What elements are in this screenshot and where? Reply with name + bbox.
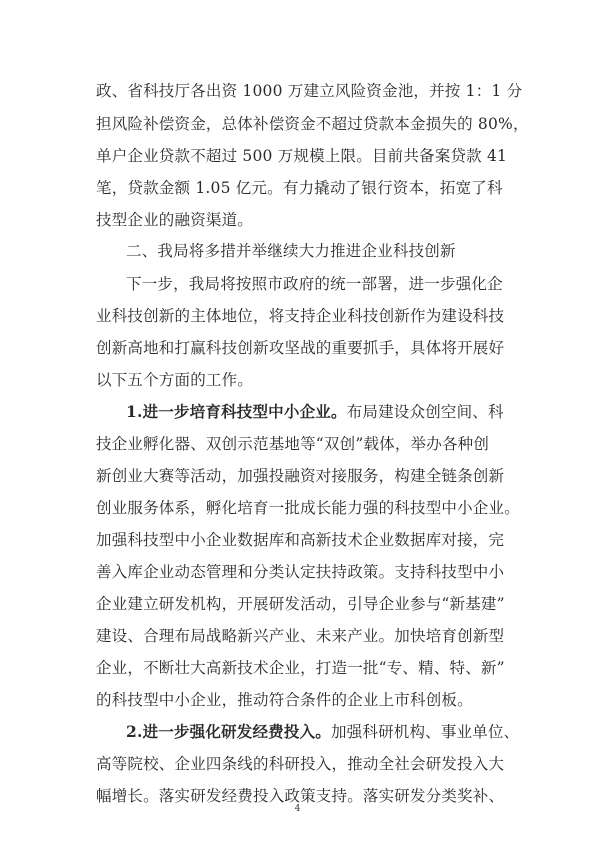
body-line: 创业服务体系，孵化培育一批成长能力强的科技型中小企业。 <box>96 499 520 517</box>
body-line: 单户企业贷款不超过 500 万规模上限。目前共备案贷款 41 <box>96 147 508 165</box>
body-line: 技企业孵化器、双创示范基地等“双创”载体，举办各种创 <box>96 435 490 453</box>
body-line: 担风险补偿资金，总体补偿资金不超过贷款本金损失的 80%， <box>96 115 529 133</box>
body-line: 下一步，我局将按照市政府的统一部署，进一步强化企 <box>126 275 503 293</box>
body-line: 善入库企业动态管理和分类认定扶持政策。支持科技型中小 <box>96 563 505 581</box>
body-line: 幅增长。落实研发经费投入政策支持。落实研发分类奖补、 <box>96 787 505 805</box>
body-line: 企业建立研发机构，开展研发活动，引导企业参与“新基建” <box>96 595 505 613</box>
body-line: 技型企业的融资渠道。 <box>96 211 254 229</box>
body-line: 加强科技型中小企业数据库和高新技术企业数据库对接，完 <box>96 531 505 549</box>
body-line: 高等院校、企业四条线的科研投入，推动全社会研发投入大 <box>96 755 505 773</box>
body-line: 业科技创新的主体地位，将支持企业科技创新作为建设科技 <box>96 307 505 325</box>
body-line: 建设、合理布局战略新兴产业、未来产业。加快培育创新型 <box>96 627 505 645</box>
body-line: 政、省科技厅各出资 1000 万建立风险资金池，并按 1：1 分 <box>96 82 523 100</box>
body-line: 笔，贷款金额 1.05 亿元。有力撬动了银行资本，拓宽了科 <box>96 179 503 197</box>
body-line: 企业，不断壮大高新技术企业，打造一批“专、精、特、新” <box>96 659 505 677</box>
list-item-title: 2.进一步强化研发经费投入。 <box>126 722 331 741</box>
body-line: 以下五个方面的工作。 <box>96 371 254 389</box>
list-item-line <box>126 722 519 742</box>
list-item-text: 加强科研机构、事业单位、 <box>330 723 520 741</box>
list-item-line <box>126 402 504 422</box>
section-heading: 二、我局将多措并举继续大力推进企业科技创新 <box>126 242 456 260</box>
body-line: 新创业大赛等活动，加强投融资对接服务，构建全链条创新 <box>96 467 505 485</box>
list-item-title: 1.进一步培育科技型中小企业。 <box>126 402 347 421</box>
list-item-text: 布局建设众创空间、科 <box>346 403 504 421</box>
body-line: 创新高地和打赢科技创新攻坚战的重要抓手，具体将开展好 <box>96 339 505 357</box>
page-number: 4 <box>294 804 301 814</box>
body-line: 的科技型中小企业，推动符合条件的企业上市科创板。 <box>96 691 473 709</box>
